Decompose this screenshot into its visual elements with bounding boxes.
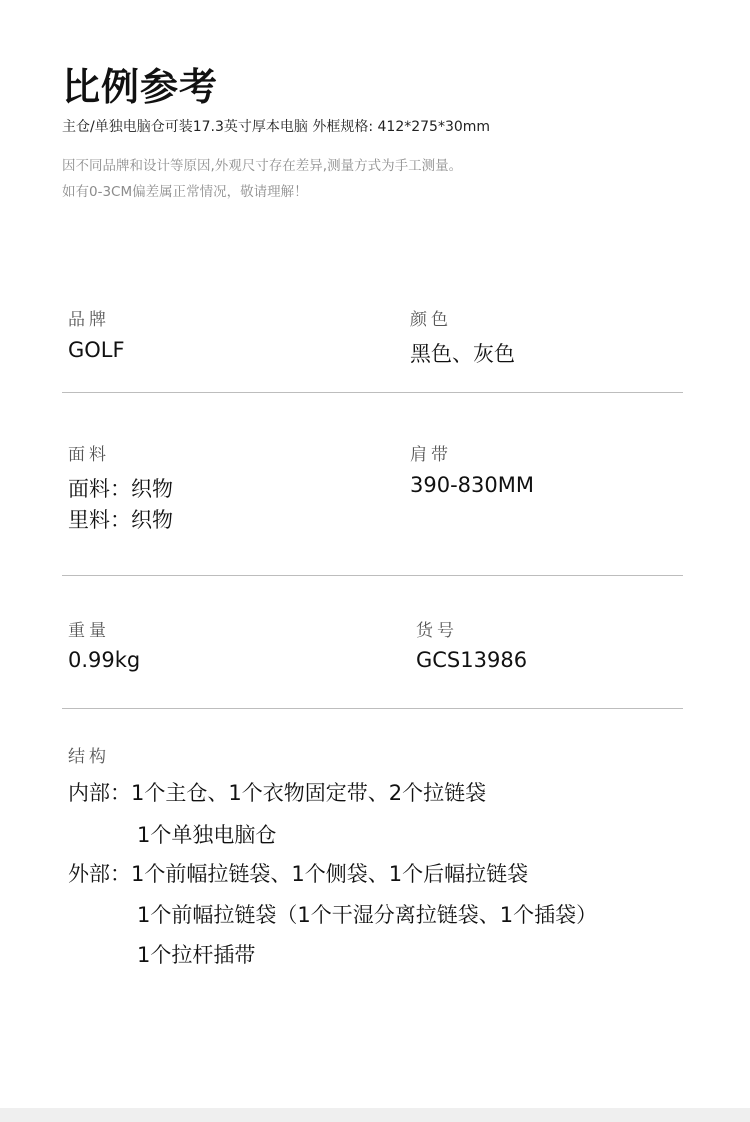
fabric-outer-value: 面料：织物 (68, 477, 173, 501)
fabric-label: 面料 (68, 445, 110, 465)
divider-2 (62, 575, 683, 576)
structure-line-laptop: 1个单独电脑仓 (137, 823, 277, 847)
structure-line-trolley-strap: 1个拉杆插带 (137, 943, 256, 967)
color-label: 颜色 (410, 310, 452, 330)
structure-line-exterior: 外部：1个前幅拉链袋、1个侧袋、1个后幅拉链袋 (68, 862, 529, 886)
strap-value: 390-830MM (410, 473, 534, 497)
page-title: 比例参考 (62, 65, 219, 109)
structure-line-front-pocket: 1个前幅拉链袋（1个干湿分离拉链袋、1个插袋） (137, 903, 598, 927)
capacity-spec-line: 主仓/单独电脑仓可装17.3英寸厚本电脑 外框规格: 412*275*30mm (62, 119, 491, 135)
bottom-band (0, 1108, 750, 1122)
weight-value: 0.99kg (68, 648, 141, 672)
item-number-label: 货号 (416, 621, 458, 641)
structure-line-interior: 内部：1个主仓、1个衣物固定带、2个拉链袋 (68, 781, 487, 805)
brand-value: GOLF (68, 338, 125, 362)
divider-3 (62, 708, 683, 709)
disclaimer-line-1: 因不同品牌和设计等原因,外观尺寸存在差异,测量方式为手工测量。 (62, 158, 463, 174)
disclaimer-line-2: 如有0-3CM偏差属正常情况，敬请理解！ (62, 184, 308, 200)
strap-label: 肩带 (410, 445, 452, 465)
item-number-value: GCS13986 (416, 648, 528, 672)
divider-1 (62, 392, 683, 393)
weight-label: 重量 (68, 621, 110, 641)
structure-label: 结构 (68, 747, 110, 767)
brand-label: 品牌 (68, 310, 110, 330)
fabric-lining-value: 里料：织物 (68, 508, 173, 532)
color-value: 黑色、灰色 (410, 342, 515, 366)
